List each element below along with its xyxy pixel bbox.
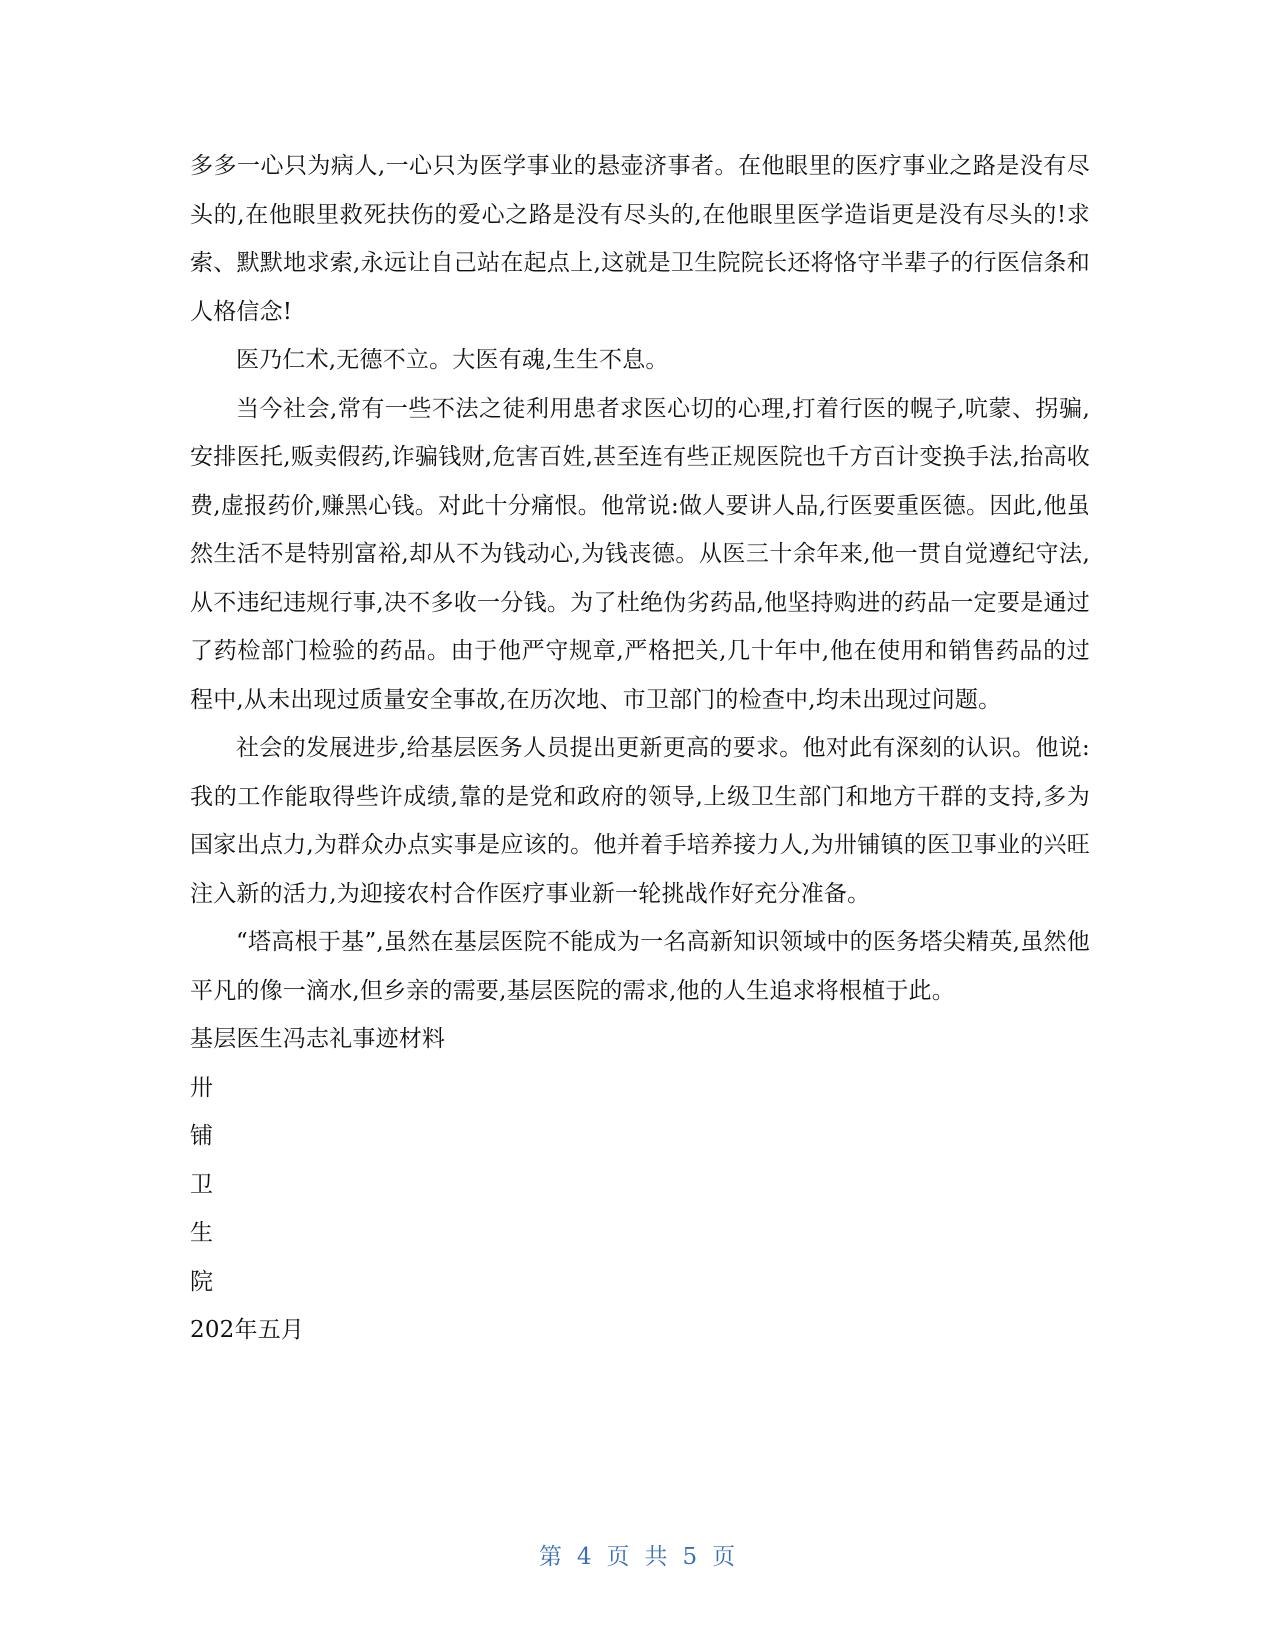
signature-block bbox=[190, 1015, 1090, 1355]
footer-gong: 共 bbox=[644, 1544, 669, 1570]
signature-org-char-2: 铺 bbox=[190, 1123, 214, 1149]
signature-org-char-4: 生 bbox=[190, 1220, 214, 1246]
footer-di: 第 bbox=[538, 1544, 563, 1570]
footer-total-pages: 5 bbox=[682, 1544, 699, 1570]
signature-org-char-1: 卅 bbox=[190, 1074, 214, 1101]
footer-ye-end: 页 bbox=[712, 1544, 737, 1570]
footer-page-number: 4 bbox=[576, 1544, 593, 1570]
document-body bbox=[190, 142, 1090, 1355]
paragraph-ethics: 当今社会,常有一些不法之徒利用患者求医心切的心理,打着行医的幌子,吭蒙、拐骗,安排医托,贩卖假药,诈骗钱财,危害百姓,甚至连有些正规医院也千方百计变换手法,抬高收费,虚报药价,赚黑心钱。对此十分痛恨。他常说:做人要讲人品,行医要重医德。因此,他虽然生活不是特别富裕,却从不为钱动心,为钱丧德。从医三十余年来,他一贯自觉遵纪守法,从不违纪违规行事,决不多收一分钱。为了杜绝伪劣药品,他坚持购进的药品一定要是通过了药检部门检验的药品。由于他严守规章,严格把关,几十年中,他在使用和销售药品的过程中,从未出现过质量安全事故,在历次地、市卫部门的检查中,均未出现过问题。 bbox=[190, 395, 1090, 713]
footer-ye: 页 bbox=[606, 1544, 631, 1570]
signature-org-char-5: 院 bbox=[190, 1268, 214, 1295]
signature-org-char-3: 卫 bbox=[190, 1171, 214, 1198]
paragraph-conclusion: “塔高根于基”,虽然在基层医院不能成为一名高新知识领域中的医务塔尖精英,虽然他平凡的像一滴水,但乡亲的需要,基层医院的需求,他的人生追求将根植于此。 bbox=[190, 929, 1090, 1004]
signature-date: 202年五月 bbox=[190, 1317, 305, 1343]
paragraph-development: 社会的发展进步,给基层医务人员提出更新更高的要求。他对此有深刻的认识。他说:我的工作能取得些许成绩,靠的是党和政府的领导,上级卫生部门和地方干群的支持,多为国家出点力,为群众办点实事是应该的。他并着手培养接力人,为卅铺镇的医卫事业的兴旺注入新的活力,为迎接农村合作医疗事业新一轮挑战作好充分准备。 bbox=[190, 735, 1090, 907]
signature-title: 基层医生冯志礼事迹材料 bbox=[190, 1026, 446, 1052]
page-footer bbox=[0, 1538, 1275, 1571]
paragraph-motto: 医乃仁术,无德不立。大医有魂,生生不息。 bbox=[236, 347, 669, 373]
paragraph-continuation: 多多一心只为病人,一心只为医学事业的悬壶济事者。在他眼里的医疗事业之路是没有尽头的,在他眼里救死扶伤的爱心之路是没有尽头的,在他眼里医学造诣更是没有尽头的!求索、默默地求索,永远让自己站在起点上,这就是卫生院院长还将恪守半辈子的行医信条和人格信念! bbox=[190, 153, 1090, 325]
